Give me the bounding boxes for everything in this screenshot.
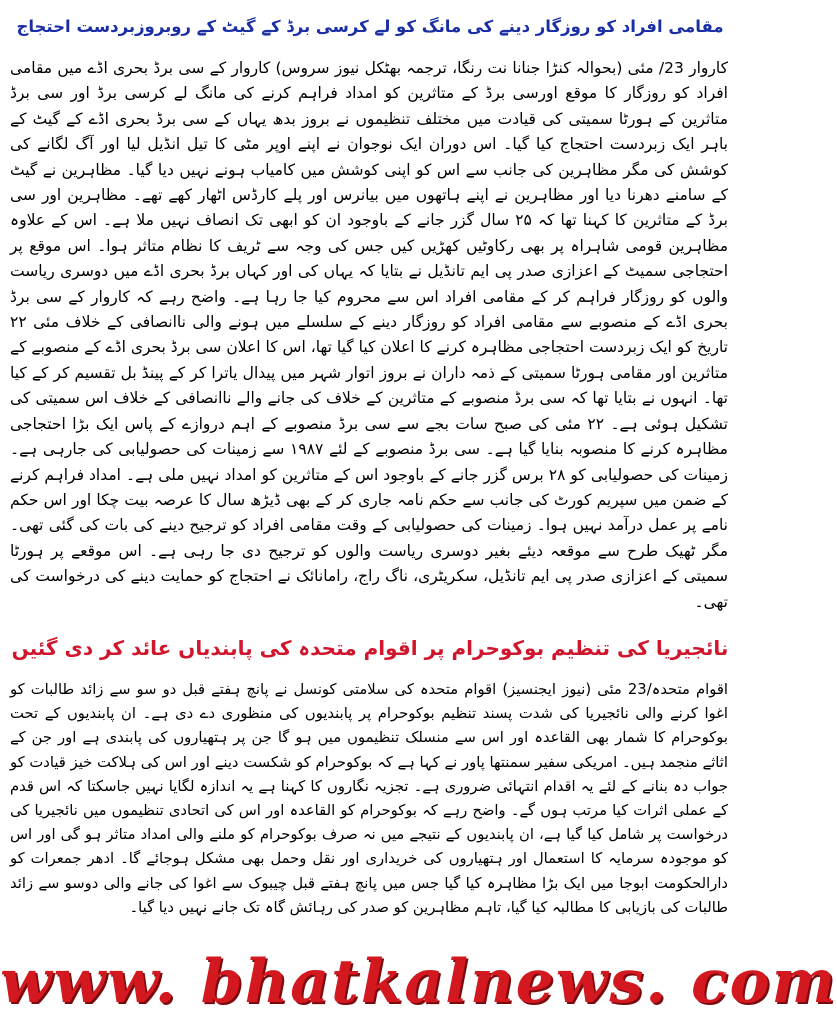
article-2-body: اقوام متحدہ/23 مئی (نیوز ایجنسیز) اقوام متحدہ کی سلامتی کونسل نے پانچ ہفتے قبل دو سو سے زائد طالبات کو اغوا کرنے والی نائجیریا کی شدت پسند تنظیم بوکوحرام پر پابندیوں کی منظوری دے دی ہے۔ ان پابندیوں کے تحت بوکوحرام کا شمار بھی القاعدہ اور اس سے منسلک تنظیموں میں ہو گا جن پر ہتھیاروں کی پابندی ہے اور جن کے اثاثے منجمد ہیں۔ امریکی سفیر سمنتھا پاور نے کہا ہے کہ بوکوحرام کو شکست دینے اور اس کی ہلاکت خیز قیادت کو جواب دہ بنانے کے لئے یہ اقدام انتہائی ضروری ہے۔ تجزیہ نگاروں کا کہنا ہے یہ اندازہ لگایا نہیں جاسکتا کہ اس قدم کے عملی اثرات کیا مرتب ہوں گے۔ واضح رہے کہ بوکوحرام کو القاعدہ اور اس کی اتحادی تنظیموں میں نائجیریا کی درخواست پر شامل کیا گیا ہے، ان پابندیوں کے نتیجے میں نہ صرف بوکوحرام کو ملنے والی امداد متاثر ہو گی اور اس کو موجودہ سرمایہ کا استعمال اور ہتھیاروں کی خریداری اور نقل وحمل بھی مشکل ہوجائے گا۔ ادھر جمعرات کو دارالحکومت ابوجا میں ایک بڑا مظاہرہ کیا گیا جس میں پانچ ہفتے قبل چیبوک سے اغوا کی جانے والی دوسو سے زائد طالبات کی بازیابی کا مطالبہ کیا گیا، تاہم مظاہرین کو صدر کی رہائش گاہ تک جانے نہیں دیا گیا۔ bbox=[10, 681, 729, 916]
article-1-body: کاروار 23/ مئی (بحوالہ کنڑا جنانا نت رنگا، ترجمہ بھٹکل نیوز سروس) کاروار کے سی برڈ بحری اڈے میں مقامی افراد کو روزگار کا موقع اورسی برڈ کے متاثرین کو امداد فراہم کرنے کی مانگ لے کرسی برڈ اور سی برڈ متاثرین کے ہورٹا سمیتی کی قیادت میں مختلف تنظیموں نے بروز بدھ یہاں کے سی برڈ بحری اڈے کے گیٹ کے باہر ایک زبردست احتجاج کیا گیا۔ اس دوران ایک نوجوان نے اپنے اوپر مٹی کا تیل انڈیل لیا اور آگ لگانے کی کوشش کی مگر مظاہرین کی جانب سے اس کو اپنی کوشش میں کامیاب ہونے نہیں دیا گیا۔ مظاہرین نے گیٹ کے سامنے دھرنا دیا اور مظاہرین نے اپنے ہاتھوں میں بیانرس اور پلے کارڈس اٹھار کھے تھے۔ مظاہرین اور سی برڈ کے متاثرین کا کہنا تھا کہ ۲۵ سال گزر جانے کے باوجود ان کو ابھی تک انصاف نہیں ملا ہے۔ اس کے علاوہ مظاہرین قومی شاہراہ پر بھی رکاوٹیں کھڑیں کیں جس کی وجہ سے ٹریف کا نظام متاثر ہوا۔ اس موقع پر احتجاجی سمیٹ کے اعزازی صدر پی ایم تانڈیل نے بتایا کہ یہاں کی اور کہاں برڈ بحری اڈے میں دوسری ریاست والوں کو روزگار فراہم کر کے مقامی افراد اس سے محروم کیا جا رہا ہے۔ واضح رہے کہ کاروار کے سی برڈ بحری اڈے کے منصوبے سے مقامی افراد کو روزگار دینے کے سلسلے میں ہونے والی ناانصافی کے خلاف مئی ۲۲ تاریخ کو ایک زبردست احتجاجی مظاہرہ کرنے کا اعلان کیا گیا تھا، اس کا اعلان سی برڈ بحری اڈے کے منصوبے کے متاثرین اور مقامی ہورٹا سمیتی کے ذمہ داران نے بروز اتوار شہر میں پیدال یاترا کر کے پینڈ بل تقسیم کر کے کیا تھا۔ انہوں نے بتایا تھا کہ سی برڈ منصوبے کے متاثرین کے خلاف کی جانے والے ناانصافی کے خلاف اس سمیتی کی تشکیل ہوئی ہے۔ ۲۲ مئی کی صبح سات بجے سے سی برڈ منصوبے کے اہم دروازے کے پاس ایک بڑا احتجاجی مظاہرہ کرنے کا منصوبہ بنایا گیا ہے۔ سی برڈ منصوبے کے لئے ۱۹۸۷ سے زمینات کی حصولیابی کی جارہی ہے۔ زمینات کی حصولیابی کو ۲۸ برس گزر جانے کے باوجود اس کے متاثرین کو امداد نہیں ملی ہے۔ امداد فراہم کرنے کے ضمن میں سپریم کورٹ کی جانب سے حکم نامہ جاری کر کے بھی ڈیڑھ سال کا عرصہ بیت چکا اور اس حکم نامے پر عمل درآمد نہیں ہوا۔ زمینات کی حصولیابی کے وقت مقامی افراد کو ترجیح دینے کی بات کی گئی تھی۔ مگر ٹھیک طرح سے موقعہ دیئے بغیر دوسری ریاست والوں کو ترجیح دی جا رہی ہے۔ اس موقعے پر ہورٹا سمیتی کے اعزازی صدر پی ایم تانڈیل، سکریٹری، ناگ راج، رامانائک نے احتجاج کو حمایت دینے کی درخواست کی تھی۔ bbox=[10, 59, 729, 611]
website-watermark: www. bhatkalnews. com bbox=[0, 947, 837, 1017]
article-2-headline: نائجیریا کی تنظیم بوکوحرام پر اقوام متحدہ کی پابندیاں عائد کر دی گئیں bbox=[11, 636, 729, 660]
article-1-headline: مقامی افراد کو روزگار دینے کی مانگ کو لے کرسی برڈ کے گیٹ کے روبروزبردست احتجاج bbox=[16, 17, 724, 36]
